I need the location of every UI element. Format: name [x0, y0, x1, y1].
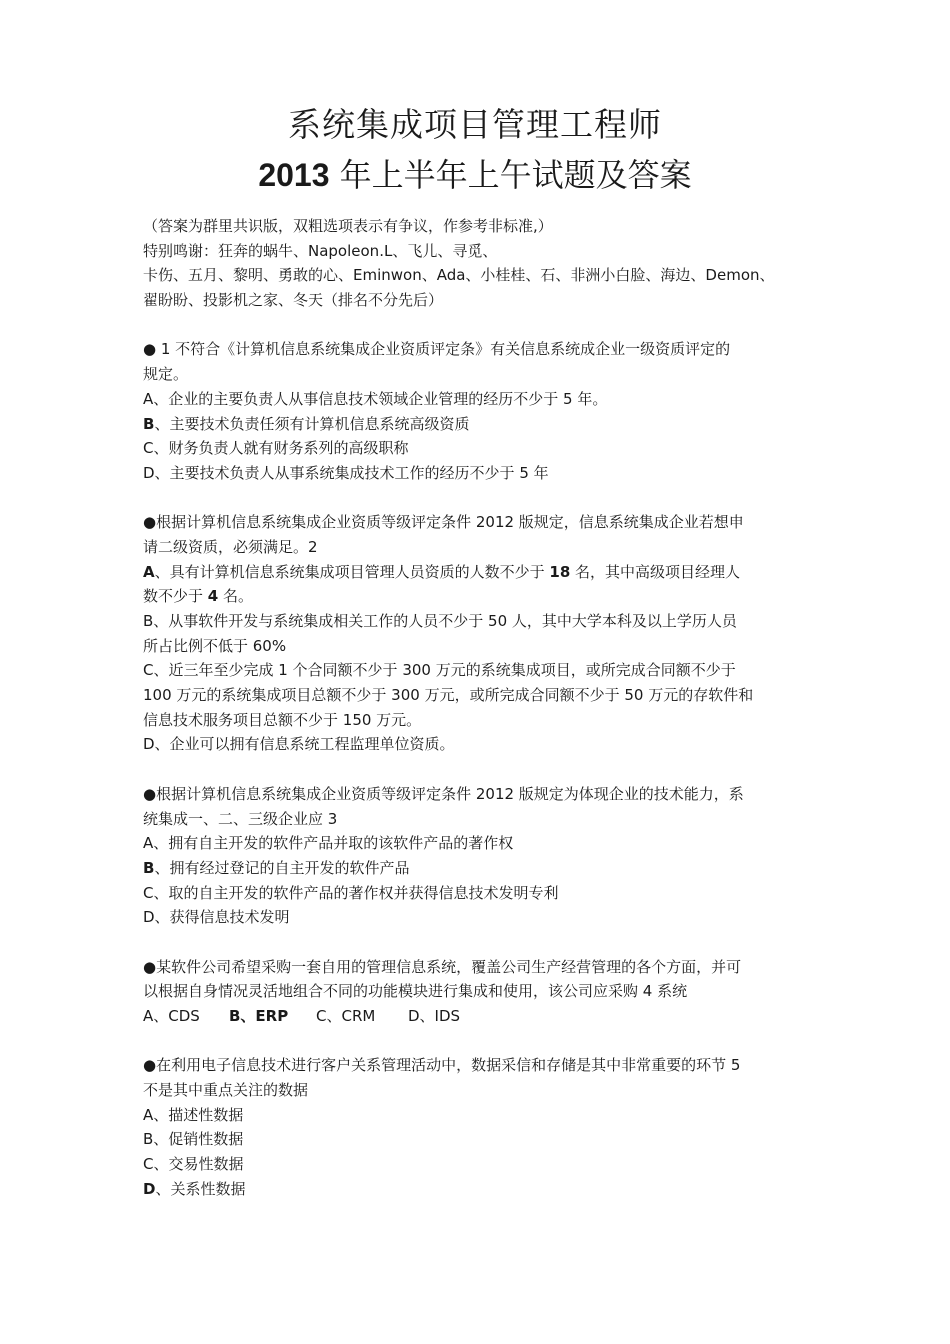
question-3-stem-1: ●根据计算机信息系统集成企业资质等级评定条件 2012 版规定为体现企业的技术能力，系 — [143, 784, 744, 803]
question-4 — [143, 955, 813, 1029]
question-5 — [143, 1053, 813, 1201]
question-2-option-b-cont: 所占比例不低于 60% — [143, 636, 287, 655]
question-4-option-d: D、IDS — [408, 1007, 461, 1025]
question-2-stem-1: ●根据计算机信息系统集成企业资质等级评定条件 2012 版规定，信息系统集成企业若想申 — [143, 513, 744, 532]
question-3-stem-2: 统集成一、二、三级企业应 3 — [143, 809, 338, 828]
intro-thanks-3: 翟盼盼、投影机之家、冬天（排名不分先后） — [143, 291, 444, 310]
intro-thanks-2: 卡伤、五月、黎明、勇敢的心、Eminwon、Ada、小桂桂、石、非洲小白脸、海边、Demon、 — [143, 266, 775, 285]
question-4-option-b: B、ERP — [229, 1007, 289, 1025]
question-1 — [143, 337, 813, 485]
question-3-option-c: C、取的自主开发的软件产品的著作权并获得信息技术发明专利 — [143, 883, 559, 902]
question-4-stem-2: 以根据自身情况灵活地组合不同的功能模块进行集成和使用，该公司应采购 4 系统 — [143, 982, 688, 1001]
intro-thanks-1: 特别鸣谢：狂奔的蜗牛、Napoleon.L、飞儿、寻觅、 — [143, 241, 498, 260]
intro-section — [143, 214, 813, 313]
intro-note: （答案为群里共识版，双粗选项表示有争议，作参考非标准,） — [143, 217, 553, 235]
question-4-option-a: A、CDS — [143, 1007, 200, 1025]
question-5-option-d: D、关系性数据 — [143, 1179, 246, 1198]
question-5-option-c: C、交易性数据 — [143, 1155, 244, 1174]
answer-letter: A — [143, 562, 155, 581]
question-2-stem-2: 请二级资质，必须满足。2 — [143, 537, 318, 556]
question-2-option-c-cont-2: 信息技术服务项目总额不少于 150 万元。 — [143, 710, 422, 729]
question-1-option-d: D、主要技术负责人从事系统集成技术工作的经历不少于 5 年 — [143, 463, 549, 482]
question-5-stem-2: 不是其中重点关注的数据 — [143, 1081, 309, 1100]
question-2-option-b: B、从事软件开发与系统集成相关工作的人员不少于 50 人，其中大学本科及以上学历人员 — [143, 612, 737, 630]
question-3 — [143, 782, 813, 930]
question-2-option-a-cont: 数不少于 4 名。 — [143, 587, 253, 606]
question-2-option-c-cont-1: 100 万元的系统集成项目总额不少于 300 万元，或所完成合同额不少于 50 万元的存软件和 — [143, 686, 754, 705]
question-4-stem-1: ●某软件公司希望采购一套自用的管理信息系统，覆盖公司生产经营管理的各个方面，并可 — [143, 957, 742, 976]
answer-letter: D — [143, 1179, 156, 1198]
document-title-line-2 — [0, 152, 950, 198]
question-5-stem-1: ●在利用电子信息技术进行客户关系管理活动中，数据采信和存储是其中非常重要的环节 5 — [143, 1056, 741, 1075]
question-2-option-c: C、近三年至少完成 1 个合同额不少于 300 万元的系统集成项目，或所完成合同额不少于 — [143, 661, 736, 680]
question-5-option-b: B、促销性数据 — [143, 1130, 244, 1149]
question-1-stem-2: 规定。 — [143, 365, 189, 384]
question-4-option-c: C、CRM — [316, 1007, 376, 1025]
question-2 — [143, 510, 813, 757]
question-2-option-d: D、企业可以拥有信息系统工程监理单位资质。 — [143, 735, 455, 754]
title-subtitle: 年上半年上午试题及答案 — [329, 156, 692, 194]
document-title-line-1: 系统集成项目管理工程师 — [288, 105, 662, 144]
answer-letter: B — [143, 858, 155, 877]
answer-letter: B — [143, 414, 155, 433]
question-3-option-b: B、拥有经过登记的自主开发的软件产品 — [143, 858, 410, 877]
question-1-option-a: A、企业的主要负责人从事信息技术领域企业管理的经历不少于 5 年。 — [143, 389, 608, 408]
question-3-option-d: D、获得信息技术发明 — [143, 908, 290, 927]
question-3-option-a: A、拥有自主开发的软件产品并取的该软件产品的著作权 — [143, 834, 514, 853]
question-2-option-a: A、具有计算机信息系统集成项目管理人员资质的人数不少于 18 名，其中高级项目经理人 — [143, 562, 741, 581]
question-5-option-a: A、描述性数据 — [143, 1105, 244, 1124]
question-4-options — [143, 1004, 813, 1029]
question-1-option-b: B、主要技术负责任须有计算机信息系统高级资质 — [143, 414, 470, 433]
title-year: 2013 — [258, 157, 330, 193]
question-1-option-c: C、财务负责人就有财务系列的高级职称 — [143, 439, 409, 458]
document-body — [143, 214, 813, 1202]
question-1-stem-1: ● 1 不符合《计算机信息系统集成企业资质评定条》有关信息系统成企业一级资质评定的 — [143, 340, 731, 359]
